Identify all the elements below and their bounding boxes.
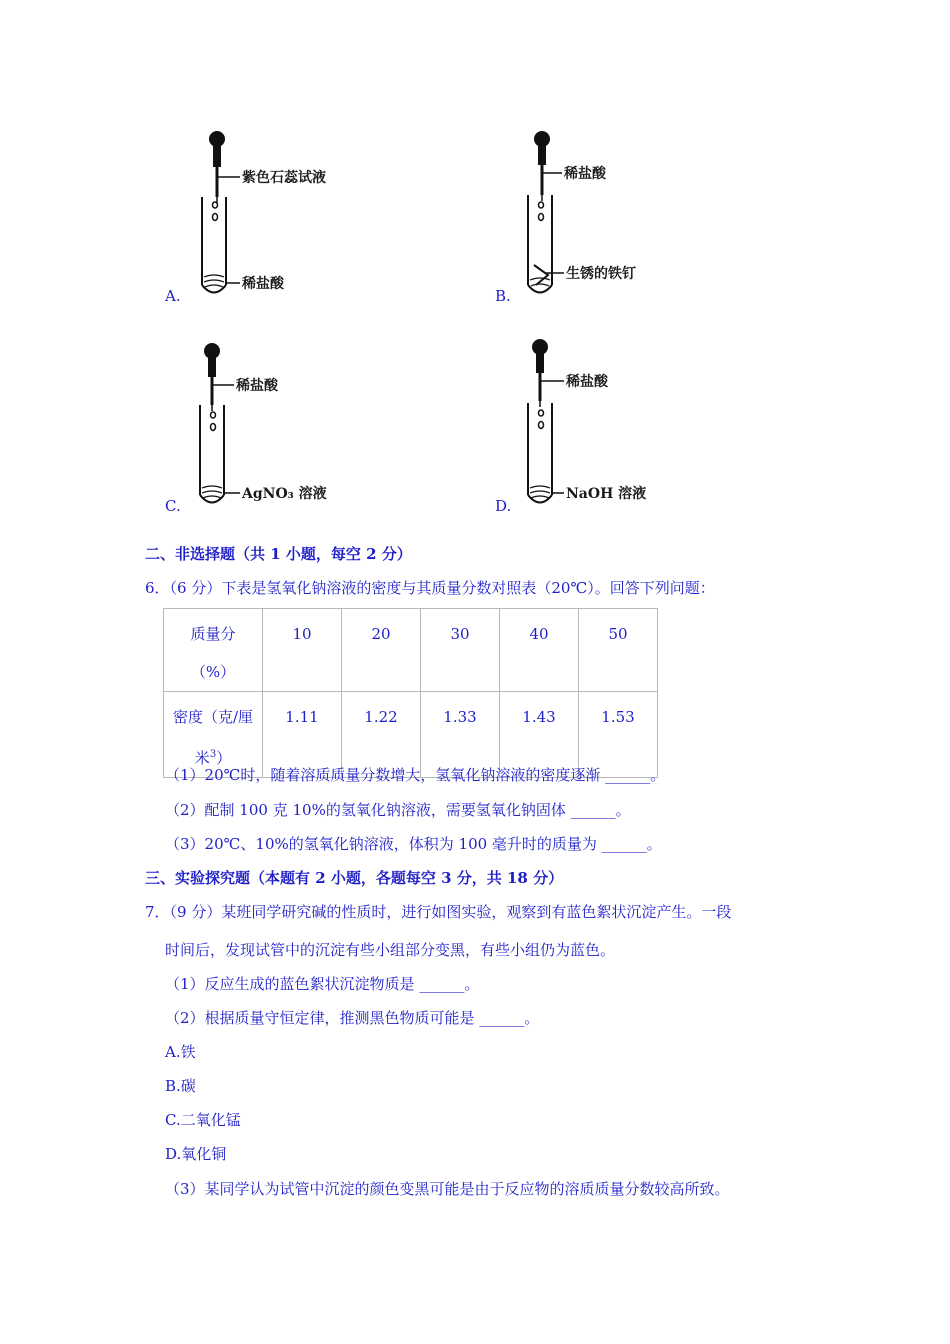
q6-sub1: （1）20℃时，随着溶质质量分数增大，氢氧化钠溶液的密度逐渐 ______。 (165, 766, 666, 784)
table-cell: 10 (263, 609, 342, 692)
q6-stem: 6．（6 分）下表是氢氧化钠溶液的密度与其质量分数对照表（20℃）。回答下列问题： (145, 579, 715, 597)
figure-d (490, 335, 690, 520)
table-cell: 1.43 (500, 692, 579, 778)
section-3-title: 三、实验探究题（本题有 2 小题，各题每空 3 分，共 18 分） (145, 869, 564, 887)
q6-sub2: （2）配制 100 克 10%的氢氧化钠溶液，需要氢氧化钠固体 ______。 (165, 801, 631, 819)
section-2-title: 二、非选择题（共 1 小题，每空 2 分） (145, 545, 412, 563)
table-cell: 40 (500, 609, 579, 692)
dropper-label: 稀盐酸 (236, 378, 278, 394)
tube-label: NaOH 溶液 (566, 486, 647, 502)
row-head-line: 质量分 (190, 625, 236, 643)
unit-superscript: 3 (209, 749, 217, 760)
q7-option-b: B.碳 (165, 1077, 196, 1095)
table-cell: 20 (342, 609, 421, 692)
table-row (164, 609, 658, 692)
q7-sub1: （1）反应生成的蓝色絮状沉淀物质是 ______。 (165, 975, 480, 993)
q7-option-d: D.氧化铜 (165, 1145, 227, 1163)
option-label: C. (165, 497, 181, 515)
unit-text: ） (216, 749, 232, 767)
dropper-label: 稀盐酸 (566, 374, 608, 390)
q7-stem-line2: 时间后，发现试管中的沉淀有些小组部分变黑，有些小组仍为蓝色。 (165, 941, 616, 959)
table-cell: 1.33 (421, 692, 500, 778)
q7-sub2: （2）根据质量守恒定律，推测黑色物质可能是 ______。 (165, 1009, 540, 1027)
dropper-label: 稀盐酸 (564, 166, 606, 182)
figure-b (490, 125, 690, 310)
option-label: A. (165, 287, 181, 305)
option-label: B. (495, 287, 511, 305)
figure-a (160, 125, 360, 310)
tube-label: 生锈的铁钉 (566, 266, 636, 282)
table-cell: 30 (421, 609, 500, 692)
q7-option-a: A.铁 (165, 1043, 196, 1061)
dropper-test-tube-illustration (490, 335, 690, 520)
table-header-cell (164, 609, 263, 692)
dropper-label: 紫色石蕊试液 (242, 170, 326, 186)
dropper-test-tube-illustration (160, 335, 360, 520)
unit-text: 米 (194, 749, 210, 767)
option-label: D. (495, 497, 512, 515)
tube-label: 稀盐酸 (242, 276, 284, 292)
table-cell: 1.11 (263, 692, 342, 778)
tube-label: AgNO₃ 溶液 (242, 486, 327, 502)
row-head-line: （%） (190, 663, 236, 681)
q7-option-c: C.二氧化锰 (165, 1111, 241, 1129)
density-table (163, 608, 658, 778)
dropper-test-tube-illustration (160, 125, 360, 310)
figure-c (160, 335, 360, 520)
table-cell: 1.53 (579, 692, 658, 778)
row-head-line: 密度（克/厘 (172, 708, 254, 726)
dropper-test-tube-illustration (490, 125, 690, 310)
q6-sub3: （3）20℃、10%的氢氧化钠溶液，体积为 100 毫升时的质量为 ______。 (165, 835, 662, 853)
q7-sub3: （3）某同学认为试管中沉淀的颜色变黑可能是由于反应物的溶质质量分数较高所致。 (165, 1180, 730, 1198)
table-cell: 50 (579, 609, 658, 692)
table-cell: 1.22 (342, 692, 421, 778)
q7-stem-line1: 7．（9 分）某班同学研究碱的性质时，进行如图实验，观察到有蓝色絮状沉淀产生。一段 (145, 903, 732, 921)
